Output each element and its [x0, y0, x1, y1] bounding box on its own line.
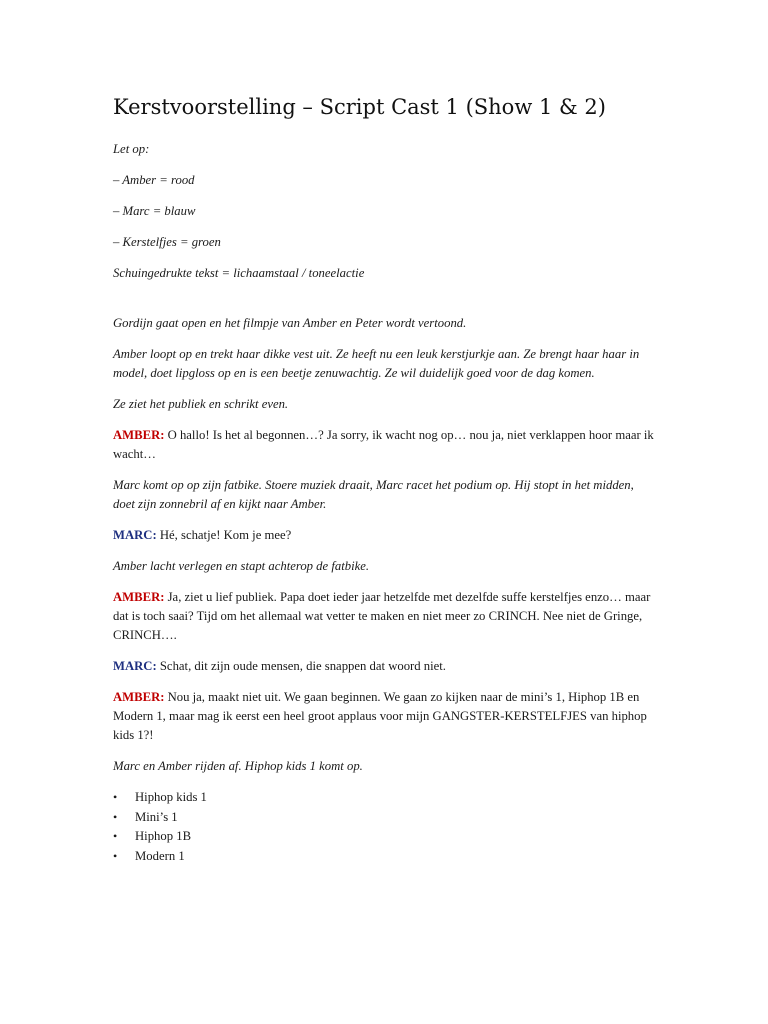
list-item-label: Hiphop kids 1 [135, 790, 207, 804]
stage-direction: Gordijn gaat open en het filmpje van Amber en Peter wordt vertoond. [113, 316, 467, 330]
dialogue-text: Schat, dit zijn oude mensen, die snappen dat woord niet. [156, 659, 446, 673]
dialogue-line [113, 426, 658, 464]
speaker-marc: MARC: [113, 528, 157, 542]
bullet-icon: • [113, 829, 118, 843]
dialogue-line [113, 657, 658, 676]
list-item [113, 847, 658, 867]
speaker-amber: AMBER: [113, 690, 165, 704]
note-let-op: Let op: [113, 142, 150, 156]
blank-line [113, 295, 658, 314]
speaker-marc: MARC: [113, 659, 157, 673]
dialogue-line [113, 688, 658, 745]
dialogue-text: Ja, ziet u lief publiek. Papa doet ieder jaar hetzelfde met dezelfde suffe kerstelfjes enzo… maar dat is toch saai? Tijd om het allemaal wat vetter te maken en niet meer zo CRINCH. Nee niet de Gringe, CRINCH…. [113, 590, 651, 642]
note-marc-color: – Marc = blauw [113, 204, 196, 218]
document-title: Kerstvoorstelling – Script Cast 1 (Show 1 & 2) [113, 95, 606, 119]
speaker-amber: AMBER: [113, 428, 165, 442]
dialogue-text: O hallo! Is het al begonnen…? Ja sorry, ik wacht nog op… nou ja, niet verklappen hoor maar ik wacht… [113, 428, 654, 461]
list-item [113, 808, 658, 828]
performance-list [113, 788, 658, 866]
dialogue-line [113, 588, 658, 645]
stage-direction: Marc en Amber rijden af. Hiphop kids 1 komt op. [113, 759, 363, 773]
note-italic-legend: Schuingedrukte tekst = lichaamstaal / toneelactie [113, 266, 365, 280]
dialogue-text: Hé, schatje! Kom je mee? [156, 528, 292, 542]
list-item-label: Hiphop 1B [135, 829, 192, 843]
bullet-icon: • [113, 809, 118, 824]
list-item-label: Mini’s 1 [135, 809, 178, 824]
list-item [113, 788, 658, 808]
note-kerstelfjes-color: – Kerstelfjes = groen [113, 235, 221, 249]
list-item [113, 827, 658, 847]
stage-direction: Marc komt op op zijn fatbike. Stoere muziek draait, Marc racet het podium op. Hij stopt in het midden, doet zijn zonnebril af en kijkt naar Amber. [113, 478, 634, 511]
dialogue-text: Nou ja, maakt niet uit. We gaan beginnen. We gaan zo kijken naar de mini’s 1, Hiphop 1B en Modern 1, maar mag ik eerst een heel groot applaus voor mijn GANGSTER-KERSTELFJES van hiphop kids 1?! [113, 690, 647, 742]
stage-direction: Ze ziet het publiek en schrikt even. [113, 397, 289, 411]
list-item-label: Modern 1 [135, 848, 185, 863]
stage-direction: Amber loopt op en trekt haar dikke vest uit. Ze heeft nu een leuk kerstjurkje aan. Ze brengt haar haar in model, doet lipgloss op en is een beetje zenuwachtig. Ze wil duidelijk goed voor de dag komen. [113, 347, 640, 380]
document-body [113, 90, 658, 866]
speaker-amber: AMBER: [113, 590, 165, 604]
stage-direction: Amber lacht verlegen en stapt achterop de fatbike. [113, 559, 370, 573]
bullet-icon: • [113, 848, 118, 863]
dialogue-line [113, 526, 658, 545]
note-amber-color: – Amber = rood [113, 173, 195, 187]
bullet-icon: • [113, 790, 118, 804]
